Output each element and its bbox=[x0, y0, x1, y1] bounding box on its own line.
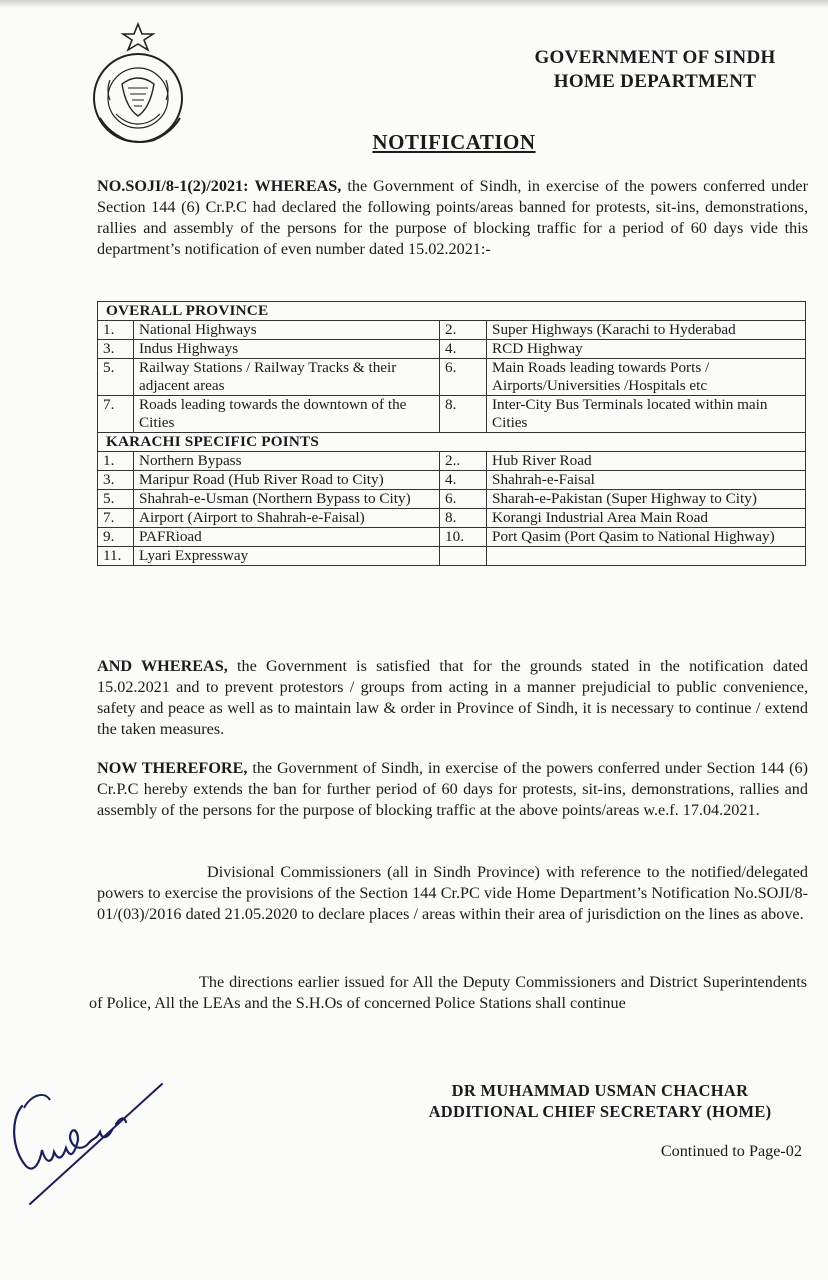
table-row bbox=[98, 340, 806, 359]
row-item: Airport (Airport to Shahrah-e-Faisal) bbox=[134, 509, 440, 528]
row-item: Super Highways (Karachi to Hyderabad bbox=[487, 321, 806, 340]
row-number: 6. bbox=[440, 490, 487, 509]
table-row bbox=[98, 509, 806, 528]
row-number: 5. bbox=[98, 490, 134, 509]
row-item: Port Qasim (Port Qasim to National Highway) bbox=[487, 528, 806, 547]
row-item: Sharah-e-Pakistan (Super Highway to City) bbox=[487, 490, 806, 509]
row-number: 7. bbox=[98, 396, 134, 433]
and-whereas-text: the Government is satisfied that for the grounds stated in the notification dated 15.02.2021 and to prevent protestors / groups from acting in a manner prejudicial to public convenience, safety and peace as well as to maintain law & order in Province of Sindh, it is necessary to continue / extend the taken measures. bbox=[97, 657, 808, 738]
section-row bbox=[98, 433, 806, 452]
notification-title-wrap bbox=[0, 130, 828, 155]
row-item: Shahrah-e-Usman (Northern Bypass to City) bbox=[134, 490, 440, 509]
notification-title: NOTIFICATION bbox=[372, 130, 536, 154]
table-row bbox=[98, 321, 806, 340]
row-number: 8. bbox=[440, 396, 487, 433]
row-item: PAFRioad bbox=[134, 528, 440, 547]
table-row bbox=[98, 490, 806, 509]
row-item: Lyari Expressway bbox=[134, 547, 440, 566]
section-row bbox=[98, 302, 806, 321]
row-item: Hub River Road bbox=[487, 452, 806, 471]
intro-paragraph bbox=[97, 176, 808, 260]
karachi-points-heading: KARACHI SPECIFIC POINTS bbox=[98, 433, 806, 452]
notification-reference: NO.SOJI/8-1(2)/2021: bbox=[97, 177, 249, 195]
department-header bbox=[510, 46, 800, 94]
government-seal-icon bbox=[86, 22, 190, 146]
and-whereas-lead: AND WHEREAS, bbox=[97, 657, 228, 675]
row-number: 8. bbox=[440, 509, 487, 528]
now-therefore-lead: NOW THEREFORE, bbox=[97, 759, 248, 777]
row-item: Maripur Road (Hub River Road to City) bbox=[134, 471, 440, 490]
directions-paragraph: The directions earlier issued for All the Deputy Commissioners and District Superintendents of Police, All the LEAs and the S.H.Os of concerned Police Stations shall continue bbox=[89, 973, 807, 1012]
table-row bbox=[98, 359, 806, 396]
banned-areas-table bbox=[97, 301, 806, 566]
row-number: 11. bbox=[98, 547, 134, 566]
and-whereas-paragraph bbox=[97, 656, 808, 740]
signatory-designation: ADDITIONAL CHIEF SECRETARY (HOME) bbox=[428, 1102, 772, 1121]
whereas-lead: WHEREAS, bbox=[254, 177, 342, 195]
row-number: 2. bbox=[440, 321, 487, 340]
row-number: 1. bbox=[98, 321, 134, 340]
row-item: Northern Bypass bbox=[134, 452, 440, 471]
signatory-block bbox=[400, 1080, 800, 1122]
row-number: 5. bbox=[98, 359, 134, 396]
overall-province-heading: OVERALL PROVINCE bbox=[98, 302, 806, 321]
now-therefore-text: the Government of Sindh, in exercise of the powers conferred under Section 144 (6) Cr.P.C hereby extends the ban for further period of 60 days for protests, sit-ins, demonstrations, rallies and assembly of the persons for the purpose of blocking traffic at the above points/areas w.e.f. 17.04.2021. bbox=[97, 759, 808, 819]
row-item: RCD Highway bbox=[487, 340, 806, 359]
table-row bbox=[98, 528, 806, 547]
table-row bbox=[98, 452, 806, 471]
row-number: 1. bbox=[98, 452, 134, 471]
row-item bbox=[487, 547, 806, 566]
row-item: Shahrah-e-Faisal bbox=[487, 471, 806, 490]
row-number: 9. bbox=[98, 528, 134, 547]
table-row bbox=[98, 471, 806, 490]
now-therefore-paragraph bbox=[97, 758, 808, 821]
row-item: Indus Highways bbox=[134, 340, 440, 359]
row-number: 2.. bbox=[440, 452, 487, 471]
row-number: 4. bbox=[440, 340, 487, 359]
table-row bbox=[98, 396, 806, 433]
row-number: 10. bbox=[440, 528, 487, 547]
row-item: Railway Stations / Railway Tracks & their adjacent areas bbox=[134, 359, 440, 396]
signatory-name: DR MUHAMMAD USMAN CHACHAR bbox=[451, 1081, 749, 1100]
row-item: Main Roads leading towards Ports / Airports/Universities /Hospitals etc bbox=[487, 359, 806, 396]
continued-note: Continued to Page-02 bbox=[660, 1142, 802, 1160]
page-top-edge bbox=[0, 0, 828, 8]
row-item: Inter-City Bus Terminals located within main Cities bbox=[487, 396, 806, 433]
row-number: 6. bbox=[440, 359, 487, 396]
row-item: Korangi Industrial Area Main Road bbox=[487, 509, 806, 528]
header-government: GOVERNMENT OF SINDH bbox=[534, 47, 776, 68]
header-department: HOME DEPARTMENT bbox=[553, 71, 757, 92]
divisional-commissioners-paragraph: Divisional Commissioners (all in Sindh Province) with reference to the notified/delegated powers to exercise the provisions of the Section 144 Cr.PC vide Home Department’s Notification No.SOJI/8-01/(03)/2016 dated 21.05.2020 to declare places / areas within their area of jurisdiction on the lines as above. bbox=[97, 863, 808, 923]
row-item: National Highways bbox=[134, 321, 440, 340]
row-item: Roads leading towards the downtown of the Cities bbox=[134, 396, 440, 433]
row-number: 3. bbox=[98, 340, 134, 359]
row-number: 4. bbox=[440, 471, 487, 490]
table-row bbox=[98, 547, 806, 566]
row-number: 7. bbox=[98, 509, 134, 528]
row-number: 3. bbox=[98, 471, 134, 490]
intro-text: the Government of Sindh, in exercise of the powers conferred under Section 144 (6) Cr.P.C had declared the following points/areas banned for protests, sit-ins, demonstrations, rallies and assembly of the persons for the purpose of blocking traffic for a period of 60 days vide this department’s notification of even number dated 15.02.2021:- bbox=[97, 177, 808, 258]
row-number bbox=[440, 547, 487, 566]
signature-icon bbox=[4, 1080, 174, 1210]
